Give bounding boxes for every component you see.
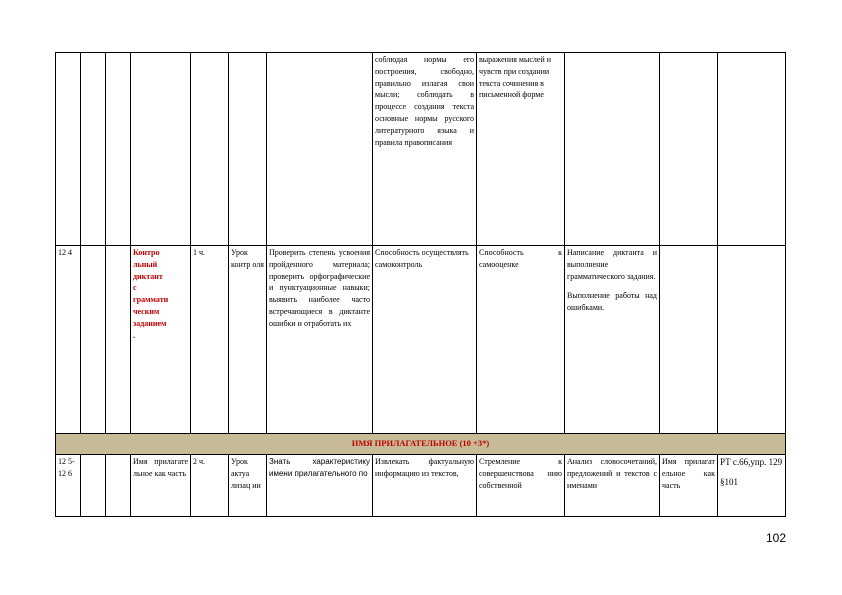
section-header-row — [56, 434, 786, 455]
curriculum-table — [55, 52, 786, 517]
meta-results-cell: Способность осуществлять самоконтроль — [373, 246, 477, 434]
lesson-topic: Контро льный диктант с граммати ческим заданием . — [131, 246, 191, 434]
lesson-type-cell: Урок актуа лизац ии — [229, 455, 267, 517]
lesson-topic: Имя прилагате льное как часть — [131, 455, 191, 517]
hours-cell: 1 ч. — [191, 246, 229, 434]
activities-cell: Написание диктанта и выполнение грамматического задания. Выполнение работы над ошибками. — [565, 246, 660, 434]
lesson-number: 12 5- 12 6 — [56, 455, 81, 517]
content-cell: Имя прилагат ельное как часть — [660, 455, 718, 517]
table-row — [56, 455, 786, 517]
personal-results-cell: Стремление к совершенствова нию собственной — [477, 455, 565, 517]
hours-cell: 2 ч. — [191, 455, 229, 517]
personal-results-cell: выражения мыслей и чувств при создании текста сочинения в письменной форме — [477, 53, 565, 246]
page-number: 102 — [765, 531, 786, 545]
lesson-type-cell: Урок контр оля — [229, 246, 267, 434]
meta-results-cell: Извлекать фактуальную информацию из текстов, — [373, 455, 477, 517]
table-row — [56, 246, 786, 434]
lesson-number: 12 4 — [56, 246, 81, 434]
section-title: ИМЯ ПРИЛАГАТЕЛЬНОЕ (10 +3*) — [56, 434, 786, 455]
homework-cell: РТ с.66,упр. 129 §101 — [718, 455, 786, 517]
goals-cell: Знать характеристику имени прилагательного по — [267, 455, 373, 517]
goals-cell: Проверить степень усвоения пройденного материала; проверить орфографические и пунктуационные навыки; выявить наиболее часто встречающиеся в диктанте ошибки и отработать их — [267, 246, 373, 434]
table-row — [56, 53, 786, 246]
personal-results-cell: Способность к самооценке — [477, 246, 565, 434]
skills-cell: соблюдая нормы его построения, свободно, правильно излагая свои мысли; соблюдать в процессе создания текста основные нормы русского литературного языка и правила правописания — [373, 53, 477, 246]
activities-cell: Анализ словосочетаний, предложений и текстов с именами — [565, 455, 660, 517]
